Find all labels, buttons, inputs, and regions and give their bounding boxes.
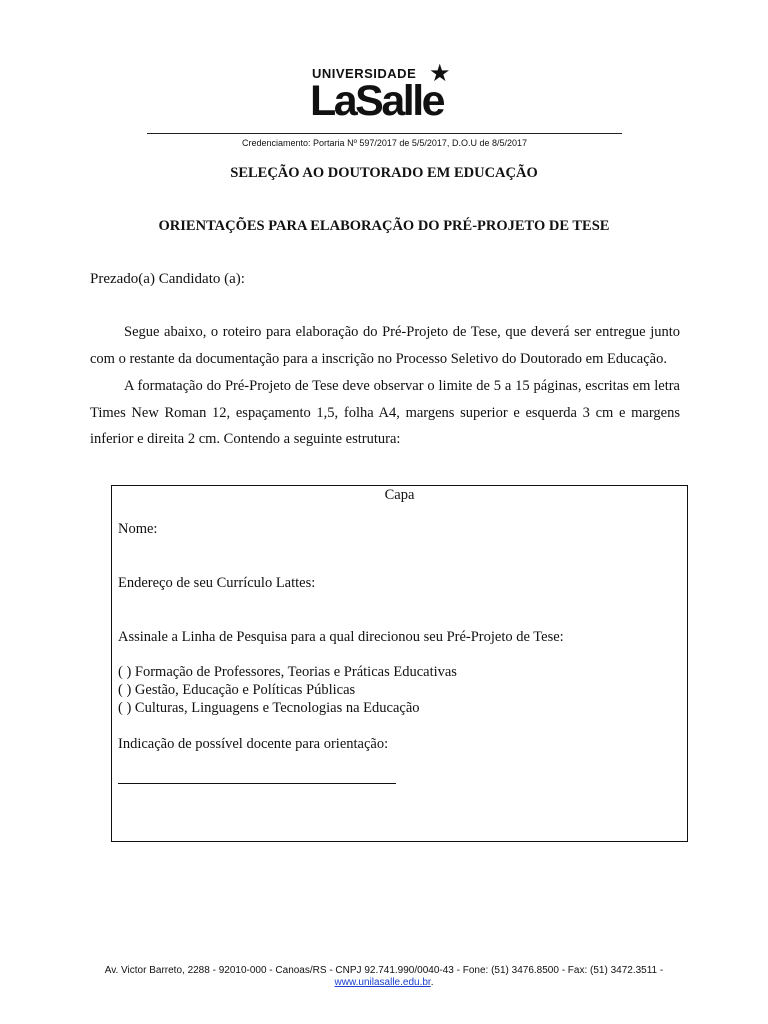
research-option-3[interactable]: ( ) Culturas, Linguagens e Tecnologias na Educação (118, 700, 420, 716)
footer (0, 965, 768, 989)
name-label: Nome: (118, 521, 158, 537)
research-option-1[interactable]: ( ) Formação de Professores, Teorias e Práticas Educativas (118, 664, 457, 680)
footer-period: . (430, 977, 434, 988)
logo-lasalle-text: LaSalle (310, 77, 444, 125)
university-logo (310, 61, 460, 126)
greeting: Prezado(a) Candidato (a): (90, 271, 245, 287)
star-icon: ★ (429, 61, 451, 87)
footer-address: Av. Victor Barreto, 2288 - 92010-000 - Canoas/RS - CNPJ 92.741.990/0040-43 - Fone: (51) 3476.8500 - Fax: (51) 3472.3511 - (104, 965, 664, 976)
website-link[interactable]: www.unilasalle.edu.br (334, 977, 431, 988)
research-option-2[interactable]: ( ) Gestão, Educação e Políticas Públicas (118, 682, 356, 698)
instructions-paragraph-2: A formatação do Pré-Projeto de Tese deve observar o limite de 5 a 15 páginas, escritas em letra Times New Roman 12, espaçamento 1,5, folha A4, margens superior e esquerda 3 cm e margens inferior e direita 2 cm. Contendo a seguinte estrutura: (90, 378, 680, 447)
accreditation-text: Credenciamento: Portaria Nº 597/2017 de 5/5/2017, D.O.U de 8/5/2017 (242, 138, 527, 148)
footer-website-line (0, 977, 768, 989)
instructions-paragraph-1: Segue abaixo, o roteiro para elaboração do Pré-Projeto de Tese, que deverá ser entregue junto com o restante da documentação para a inscrição no Processo Seletivo do Doutorado em Educação. (90, 324, 680, 367)
header-divider (147, 133, 622, 134)
lattes-label: Endereço de seu Currículo Lattes: (118, 575, 316, 591)
logo-university-text: UNIVERSIDADE (312, 66, 417, 81)
cover-form-box (111, 485, 688, 842)
cover-heading: Capa (384, 487, 415, 503)
document-subtitle: ORIENTAÇÕES PARA ELABORAÇÃO DO PRÉ-PROJETO DE TESE (158, 218, 610, 234)
research-line-prompt: Assinale a Linha de Pesquisa para a qual direcionou seu Pré-Projeto de Tese: (118, 629, 564, 645)
advisor-blank-line[interactable] (118, 783, 396, 784)
advisor-label: Indicação de possível docente para orientação: (118, 736, 389, 752)
document-title: SELEÇÃO AO DOUTORADO EM EDUCAÇÃO (230, 165, 538, 181)
